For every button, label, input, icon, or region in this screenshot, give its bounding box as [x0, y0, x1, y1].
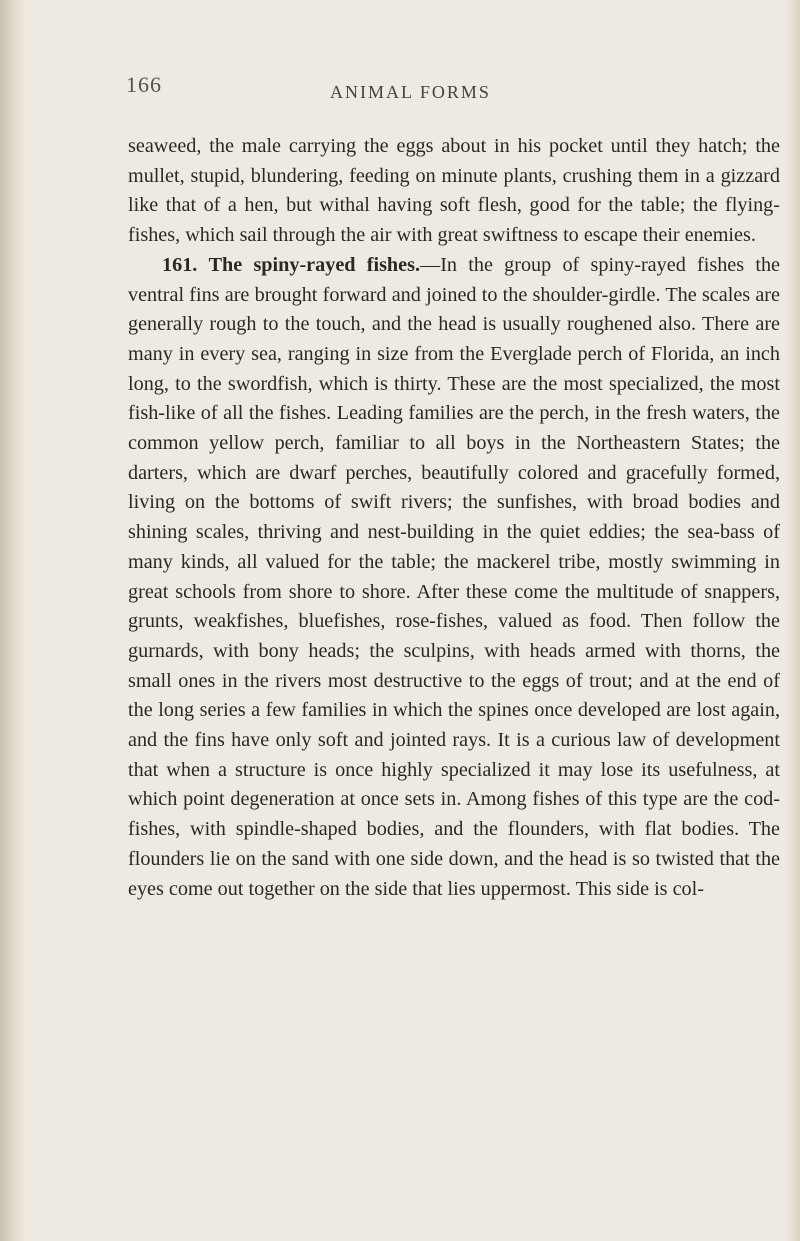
paragraph-section-161 [128, 251, 780, 904]
page-header [0, 72, 800, 106]
page-number: 166 [126, 72, 162, 97]
section-heading: The spiny-rayed fishes. [208, 253, 421, 276]
body-text [128, 132, 780, 904]
running-head: ANIMAL FORMS [330, 82, 491, 102]
page-edge-shadow [786, 0, 800, 1241]
section-number: 161. [162, 253, 198, 276]
paragraph-continued: seaweed, the male carrying the eggs about in his pocket until they hatch; the mullet, stupid, blundering, feeding on minute plants, crushing them in a gizzard like that of a hen, but withal having soft flesh, good for the table; the flying-fishes, which sail through the air with great swiftness to escape their enemies. [128, 135, 780, 247]
binding-shadow [0, 0, 26, 1241]
section-body: —In the group of spiny-rayed fishes the ventral fins are brought forward and joined to the shoulder-girdle. The scales are generally rough to the touch, and the head is usually roughened also. There are many in every sea, ranging in size from the Everglade perch of Florida, an inch long, to the swordfish, which is thirty. These are the most specialized, the most fish-like of all the fishes. Leading families are the perch, in the fresh waters, the common yellow perch, familiar to all boys in the Northeastern States; the darters, which are dwarf perches, beautifully colored and gracefully formed, living on the bottoms of swift rivers; the sunfishes, with broad bodies and shining scales, thriving and nest-building in the quiet eddies; the sea-bass of many kinds, all valued for the table; the mackerel tribe, mostly swimming in great schools from shore to shore. After these come the multitude of snappers, grunts, weakfishes, bluefishes, rose-fishes, valued as food. Then follow the gurnards, with bony heads; the sculpins, with heads armed with thorns, the small ones in the rivers most destructive to the eggs of trout; and at the end of the long series a few families in which the spines once developed are lost again, and the fins have only soft and jointed rays. It is a curious law of development that when a structure is once highly specialized it may lose its usefulness, at which point degeneration at once sets in. Among fishes of this type are the cod-fishes, with spindle-shaped bodies, and the flounders, with flat bodies. The flounders lie on the sand with one side down, and the head is so twisted that the eyes come out together on the side that lies uppermost. This side is col- [128, 253, 780, 900]
